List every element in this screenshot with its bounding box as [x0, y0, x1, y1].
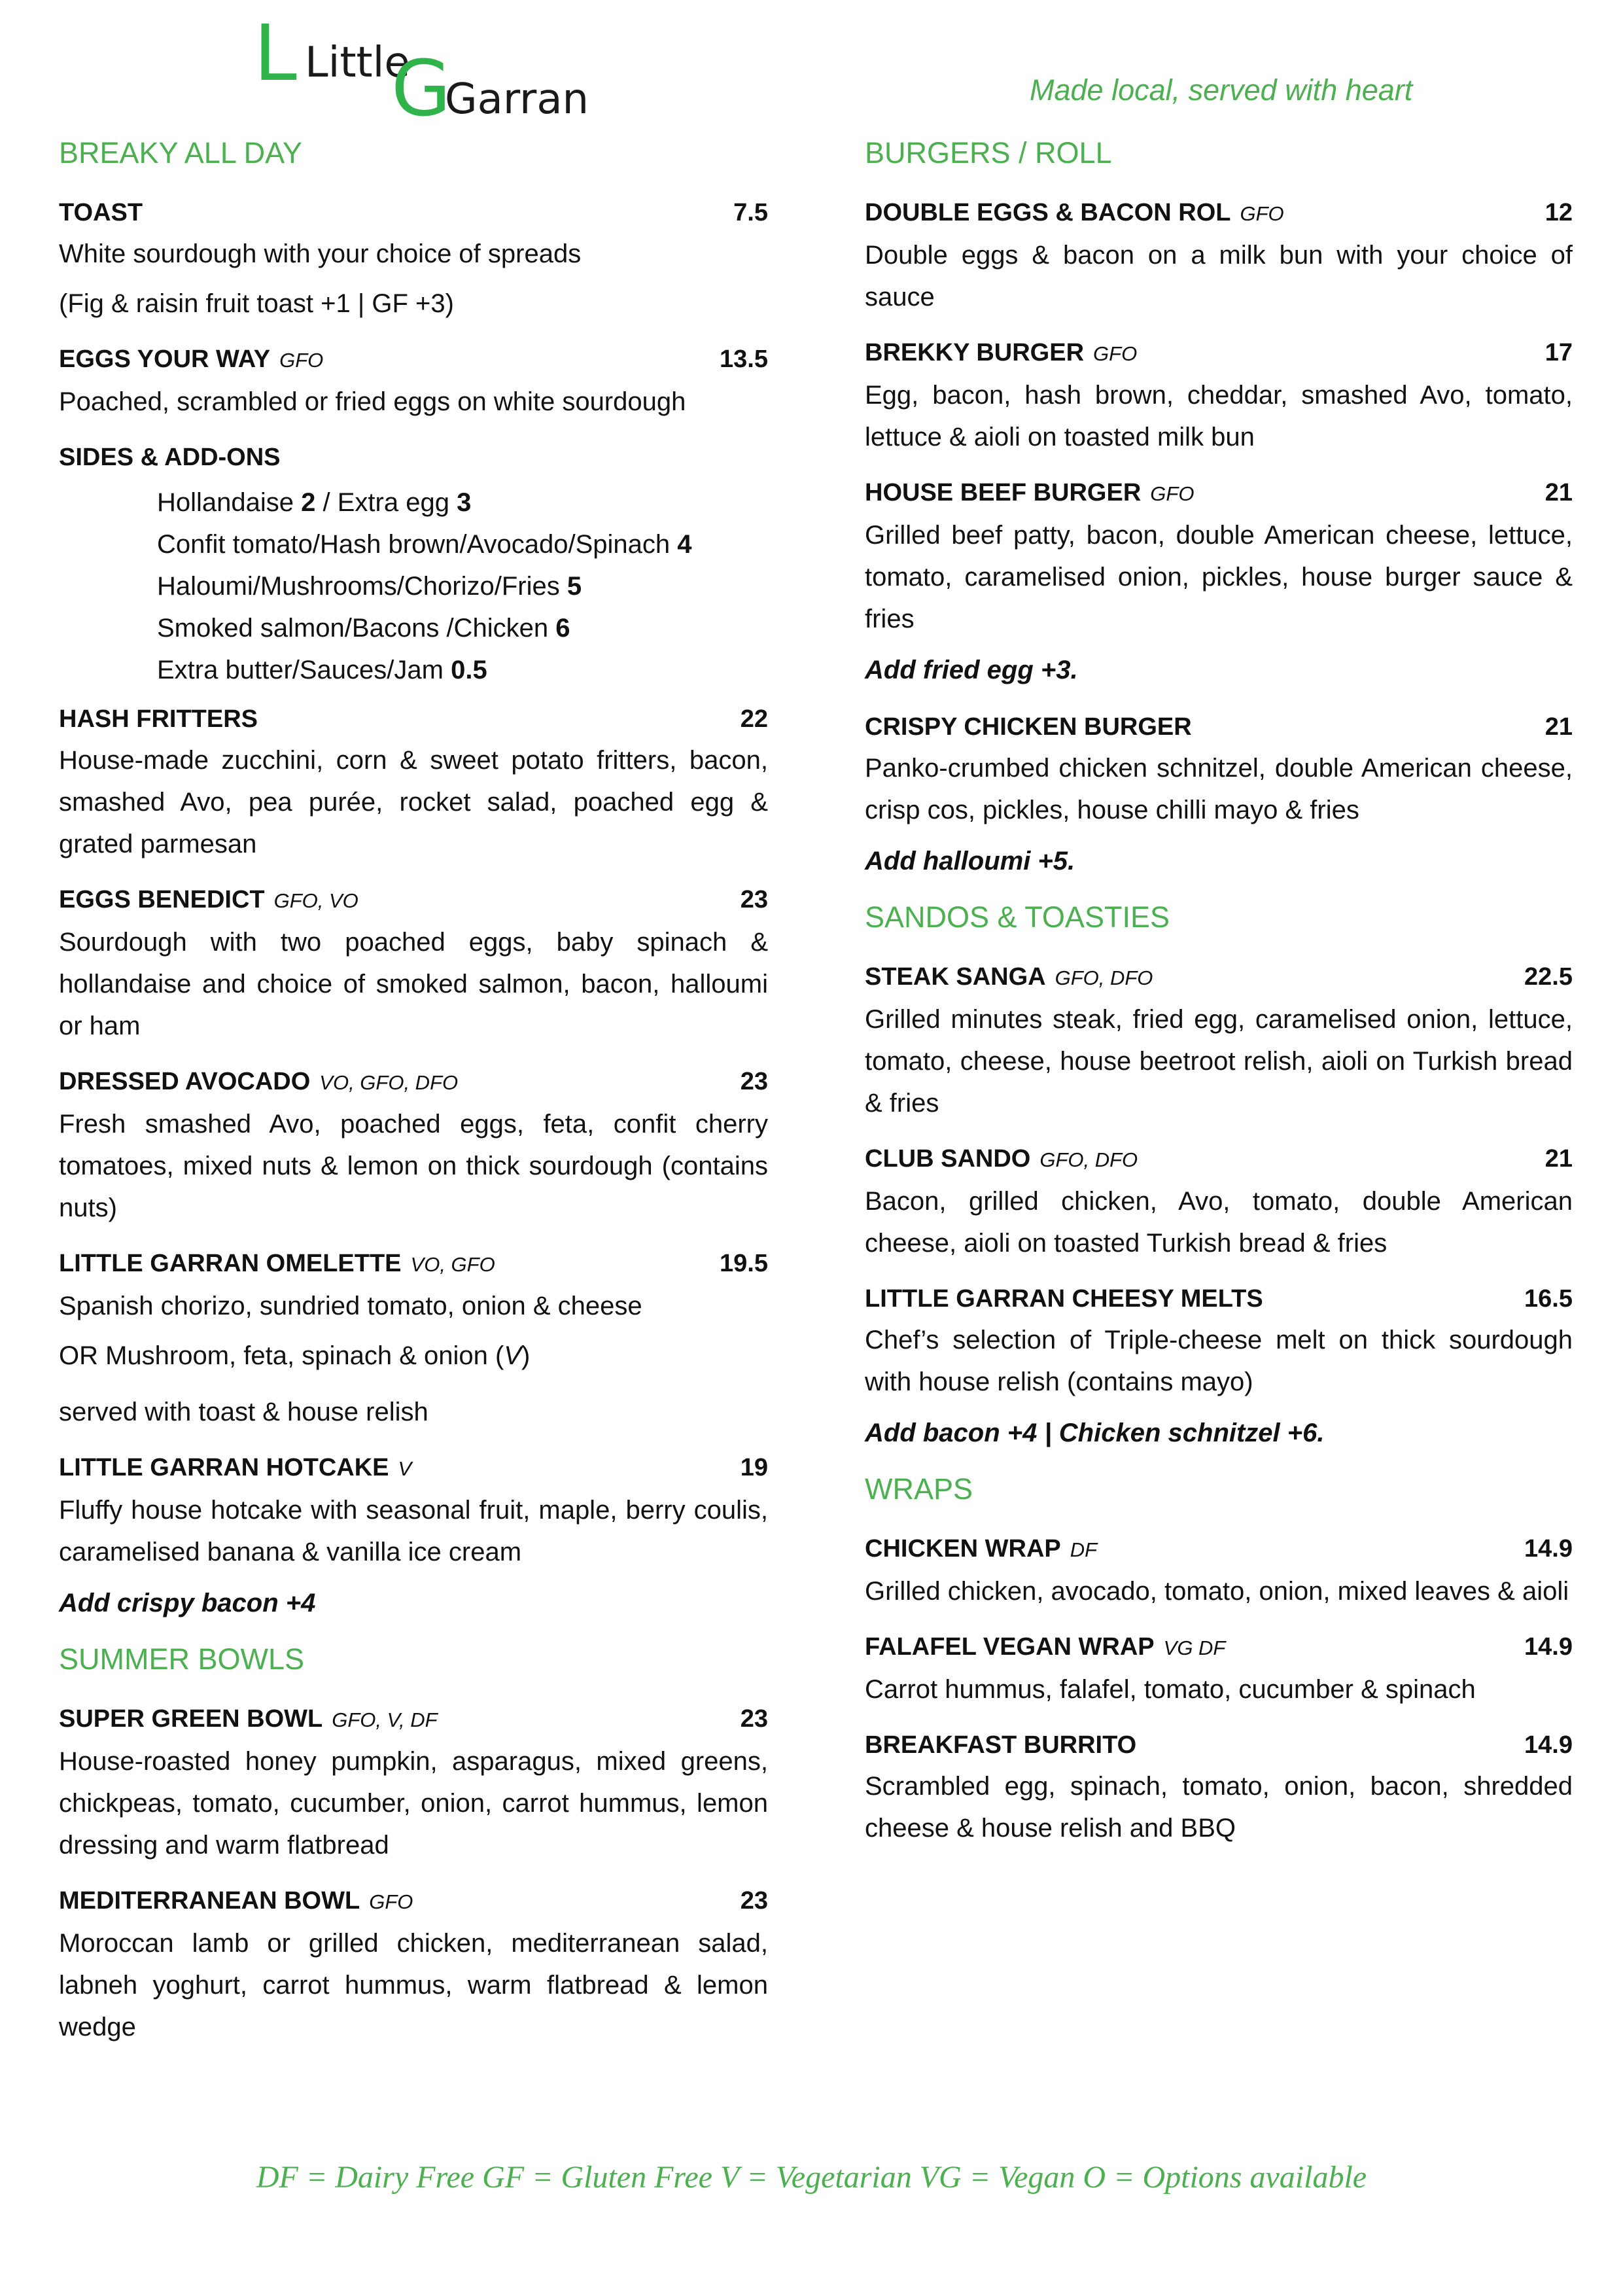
menu-item-mediterranean-bowl [59, 1881, 768, 2048]
item-tags: VO, GFO [410, 1253, 495, 1276]
menu-item-steak-sanga [865, 957, 1573, 1124]
side-row: Confit tomato/Hash brown/Avocado/Spinach 4 [157, 530, 692, 559]
menu-item-dressed-avocado [59, 1061, 768, 1229]
item-price: 23 [740, 1705, 768, 1733]
dietary-legend: DF = Dairy Free GF = Gluten Free V = Vegetarian VG = Vegan O = Options available [256, 2160, 1367, 2195]
item-price: 23 [740, 1068, 768, 1095]
item-name: LITTLE GARRAN CHEESY MELTS [865, 1285, 1263, 1313]
item-name: CHICKEN WRAP [865, 1535, 1061, 1563]
item-tags: GFO, V, DF [332, 1708, 438, 1731]
item-name: FALAFEL VEGAN WRAP [865, 1633, 1155, 1661]
item-tags: VO, GFO, DFO [319, 1071, 459, 1094]
item-desc: Poached, scrambled or fried eggs on white sourdough [59, 387, 686, 416]
sides-list [59, 482, 768, 691]
item-desc: Carrot hummus, falafel, tomato, cucumber & spinach [865, 1675, 1476, 1704]
menu-item-crispy-chicken-burger [865, 707, 1573, 882]
item-desc: Egg, bacon, hash brown, cheddar, smashed Avo, tomato, lettuce & aioli on toasted milk bun [865, 381, 1573, 451]
item-name: EGGS YOUR WAY [59, 345, 271, 373]
item-tags: V [398, 1457, 412, 1480]
item-price: 22 [740, 705, 768, 733]
item-price: 12 [1544, 199, 1573, 226]
item-desc: Sourdough with two poached eggs, baby spinach & hollandaise and choice of smoked salmon, bacon, halloumi or ham [59, 928, 768, 1040]
logo [254, 8, 589, 133]
item-desc: House-made zucchini, corn & sweet potato fritters, bacon, smashed Avo, pea purée, rocket salad, poached egg & grated parmesan [59, 746, 768, 858]
menu-item-breakfast-burrito [865, 1725, 1573, 1849]
item-addon: Add fried egg +3. [865, 656, 1078, 684]
item-addon: Add bacon +4 | Chicken schnitzel +6. [865, 1419, 1325, 1447]
item-tags: GFO, VO [273, 889, 358, 912]
logo-letter-g: G [391, 43, 451, 133]
item-name: DOUBLE EGGS & BACON ROL [865, 199, 1231, 226]
item-desc: White sourdough with your choice of spreads [59, 239, 582, 268]
item-desc: Grilled chicken, avocado, tomato, onion, mixed leaves & aioli [865, 1577, 1569, 1606]
item-price: 14.9 [1524, 1535, 1573, 1563]
item-tags: GFO [1093, 342, 1138, 365]
menu-item-brekky-burger [865, 332, 1573, 458]
item-price: 13.5 [720, 345, 768, 373]
item-tags: DF [1070, 1538, 1098, 1561]
item-desc: Grilled beef patty, bacon, double American cheese, lettuce, tomato, caramelised onion, pickles, house burger sauce & fries [865, 521, 1573, 633]
item-desc: Chef’s selection of Triple-cheese melt on thick sourdough with house relish (contains mayo) [865, 1326, 1573, 1396]
right-column [865, 133, 1573, 1863]
tagline: Made local, served with heart [1030, 73, 1413, 107]
item-tags: GFO [1240, 202, 1284, 225]
item-name: SUPER GREEN BOWL [59, 1705, 323, 1733]
section-title-sandos: SANDOS & TOASTIES [865, 900, 1170, 934]
item-name: EGGS BENEDICT [59, 886, 265, 913]
menu-item-chicken-wrap [865, 1528, 1573, 1612]
section-title-wraps: WRAPS [865, 1472, 973, 1506]
menu-item-super-green-bowl [59, 1699, 768, 1866]
item-desc: Grilled minutes steak, fried egg, caramelised onion, lettuce, tomato, cheese, house beetroot relish, aioli on Turkish bread & fries [865, 1005, 1573, 1118]
item-name: BREKKY BURGER [865, 339, 1085, 366]
left-column [59, 133, 768, 2062]
item-desc: Moroccan lamb or grilled chicken, mediterranean salad, labneh yoghurt, carrot hummus, warm flatbread & lemon wedge [59, 1929, 768, 2041]
menu-item-toast [59, 192, 768, 325]
item-note: served with toast & house relish [59, 1398, 428, 1426]
logo-letter-l: L [254, 8, 297, 98]
item-name: DRESSED AVOCADO [59, 1068, 311, 1095]
menu-item-double-eggs-roll [865, 192, 1573, 318]
section-title-bowls: SUMMER BOWLS [59, 1642, 305, 1676]
item-tags: GFO [369, 1890, 413, 1913]
item-name: HOUSE BEEF BURGER [865, 479, 1142, 506]
item-price: 19 [740, 1454, 768, 1481]
item-desc: Spanish chorizo, sundried tomato, onion & cheese [59, 1292, 642, 1320]
sides-title: SIDES & ADD-ONS [59, 444, 281, 471]
section-title-breaky: BREAKY ALL DAY [59, 136, 302, 169]
side-row: Haloumi/Mushrooms/Chorizo/Fries 5 [157, 572, 582, 601]
item-name: LITTLE GARRAN HOTCAKE [59, 1454, 389, 1481]
item-name: MEDITERRANEAN BOWL [59, 1887, 360, 1915]
menu-item-eggs-benedict [59, 879, 768, 1047]
item-desc: Bacon, grilled chicken, Avo, tomato, double American cheese, aioli on toasted Turkish bread & fries [865, 1187, 1573, 1258]
item-price: 21 [1544, 713, 1573, 741]
item-price: 23 [740, 886, 768, 913]
item-price: 7.5 [733, 199, 768, 226]
item-desc: Fresh smashed Avo, poached eggs, feta, confit cherry tomatoes, mixed nuts & lemon on thick sourdough (contains nuts) [59, 1110, 768, 1222]
item-note: OR Mushroom, feta, spinach & onion (V) [59, 1341, 531, 1370]
item-addon: Add halloumi +5. [865, 847, 1075, 875]
item-addon: Add crispy bacon +4 [59, 1589, 316, 1617]
item-price: 17 [1544, 339, 1573, 366]
item-name: LITTLE GARRAN OMELETTE [59, 1250, 402, 1277]
item-name: STEAK SANGA [865, 963, 1046, 991]
item-desc: Scrambled egg, spinach, tomato, onion, bacon, shredded cheese & house relish and BBQ [865, 1772, 1573, 1843]
menu-item-hotcake [59, 1447, 768, 1624]
menu-item-club-sando [865, 1139, 1573, 1264]
item-note: (Fig & raisin fruit toast +1 | GF +3) [59, 289, 454, 318]
item-tags: GFO, DFO [1039, 1148, 1138, 1171]
menu-item-falafel-wrap [865, 1627, 1573, 1710]
item-name: TOAST [59, 199, 143, 226]
logo-word-little: Little [305, 39, 410, 87]
menu-item-cheesy-melts [865, 1279, 1573, 1454]
side-row: Hollandaise 2 / Extra egg 3 [157, 488, 472, 517]
item-price: 21 [1544, 1145, 1573, 1173]
item-desc: House-roasted honey pumpkin, asparagus, mixed greens, chickpeas, tomato, cucumber, onion, carrot hummus, lemon dressing and warm flatbread [59, 1747, 768, 1860]
item-price: 16.5 [1524, 1285, 1573, 1313]
menu-item-eggs-your-way [59, 339, 768, 423]
menu-item-omelette [59, 1243, 768, 1433]
item-tags: GFO [1150, 482, 1195, 505]
item-tags: VG DF [1163, 1636, 1226, 1659]
side-row: Smoked salmon/Bacons /Chicken 6 [157, 614, 570, 643]
item-name: BREAKFAST BURRITO [865, 1731, 1137, 1759]
side-row: Extra butter/Sauces/Jam 0.5 [157, 656, 487, 684]
menu-item-house-beef-burger [865, 472, 1573, 691]
item-price: 22.5 [1524, 963, 1573, 991]
item-tags: GFO [279, 349, 324, 372]
item-desc: Panko-crumbed chicken schnitzel, double American cheese, crisp cos, pickles, house chilli mayo & fries [865, 754, 1573, 824]
item-price: 19.5 [720, 1250, 768, 1277]
item-name: CRISPY CHICKEN BURGER [865, 713, 1192, 741]
menu-item-hash-fritters [59, 699, 768, 865]
item-name: HASH FRITTERS [59, 705, 258, 733]
section-title-burgers: BURGERS / ROLL [865, 136, 1112, 169]
item-tags: GFO, DFO [1055, 966, 1153, 989]
item-price: 23 [740, 1887, 768, 1915]
item-price: 14.9 [1524, 1633, 1573, 1661]
item-desc: Double eggs & bacon on a milk bun with your choice of sauce [865, 241, 1573, 311]
item-price: 21 [1544, 479, 1573, 506]
item-desc: Fluffy house hotcake with seasonal fruit, maple, berry coulis, caramelised banana & vanilla ice cream [59, 1496, 768, 1566]
item-name: CLUB SANDO [865, 1145, 1031, 1173]
logo-word-garran: Garran [445, 75, 589, 124]
item-price: 14.9 [1524, 1731, 1573, 1759]
